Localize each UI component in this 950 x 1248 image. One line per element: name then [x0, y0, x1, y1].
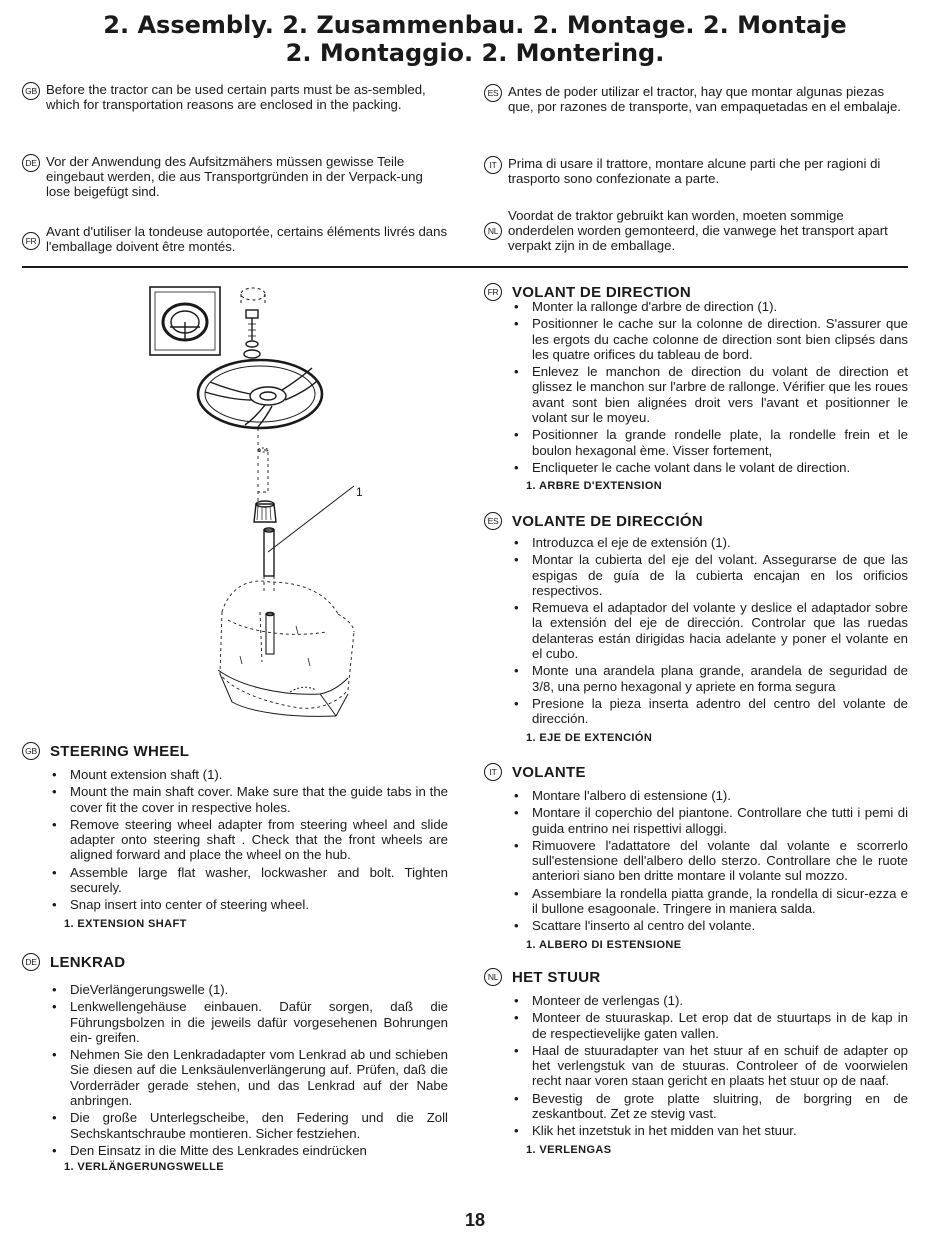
language-badge-fr: FR: [22, 232, 40, 250]
intro-it: [484, 156, 908, 186]
intro-de-text: Vor der Anwendung des Aufsitzmähers müssen gewisse Teile eingebaut werden, die aus Transportgründen in der Verpack-ung lose beigefügt sind.: [46, 154, 423, 200]
extension-shaft-icon: [264, 528, 274, 594]
list-item: • Die große Unterlegscheibe, den Federing und die Zoll Sechskantschraube montieren. Sicher festziehen.: [50, 1110, 448, 1141]
language-badge-de: DE: [22, 953, 40, 971]
list-item: • Introduzca el eje de extensión (1).: [512, 535, 908, 550]
intro-gb-text: Before the tractor can be used certain parts must be as-sembled, which for transportation reasons are enclosed in the packing.: [46, 82, 426, 113]
section-gb-header: [22, 742, 448, 761]
list-item: • Encliqueter le cache volant dans le volant de direction.: [512, 460, 908, 475]
intro-es-text: Antes de poder utilizar el tractor, hay que montar algunas piezas que, por razones de transporte, van empaquetadas en el embalaje.: [508, 84, 901, 115]
intro-fr: [22, 224, 448, 254]
section-es-note: 1. EJE DE EXTENCIÓN: [526, 731, 653, 744]
intro-nl: [484, 208, 908, 254]
steering-adapter-icon: [254, 501, 276, 522]
language-badge-de: DE: [22, 154, 40, 172]
list-item: • Montar la cubierta del eje del volant. Assegurarse de que las espigas de guía de la cubierta encajan en los orificios respectivos.: [512, 552, 908, 598]
dashboard-panel-icon: [218, 670, 348, 716]
callout-label: 1: [356, 485, 363, 499]
language-badge-fr: FR: [484, 283, 502, 301]
steering-wheel-icon: [198, 360, 322, 428]
section-fr: [484, 283, 908, 495]
language-badge-gb: GB: [22, 82, 40, 100]
list-item: • Presione la pieza inserta adentro del centro del volante de dirección.: [512, 696, 908, 727]
list-item: • Monter la rallonge d'arbre de direction (1).: [512, 299, 908, 314]
language-badge-it: IT: [484, 763, 502, 781]
section-de-header: [22, 953, 448, 972]
inset-frame: [150, 287, 220, 355]
list-item: • Haal de stuuradapter van het stuur af en schuif de adapter op het verlengstuk van de stuuras. Controleer of de voorwielen recht naar voren staan gericht en plaats het stuur op de naaf.: [512, 1043, 908, 1089]
section-de-steps: [50, 982, 448, 1158]
list-item: • Den Einsatz in die Mitte des Lenkrades eindrücken: [50, 1143, 448, 1158]
inset-steering-wheel-icon: [163, 304, 207, 340]
page-title-line-1: 2. Assembly. 2. Zusammenbau. 2. Montage. 2. Montaje: [103, 11, 847, 39]
list-item: • DieVerlängerungswelle (1).: [50, 982, 448, 997]
section-de-note: 1. VERLÄNGERUNGSWELLE: [64, 1161, 224, 1174]
list-item: • Remueva el adaptador del volante y deslice el adaptador sobre la extensión del eje de dirección. Controlar que las ruedas delanteras están dirigidas hacia adelante y poner el volante en el cubo.: [512, 600, 908, 661]
section-es-header: [484, 512, 908, 531]
list-item: • Montare l'albero di estensione (1).: [512, 788, 908, 803]
list-item: • Assembiare la rondella piatta grande, la rondella di sicur-ezza e il bullone esagoonale. Tringere in maniera salda.: [512, 886, 908, 917]
language-badge-es: ES: [484, 84, 502, 102]
list-item: • Snap insert into center of steering wheel.: [50, 897, 448, 912]
list-item: • Positionner le cache sur la colonne de direction. S'assurer que les ergots du cache colonne de direction sont bien clipsés dans les quatre orifices du tableau de bord.: [512, 316, 908, 362]
section-it-heading: VOLANTE: [512, 764, 586, 781]
language-badge-it: IT: [484, 156, 502, 174]
language-badge-nl: NL: [484, 968, 502, 986]
list-item: • Positionner la grande rondelle plate, la rondelle frein et le boulon hexagonal ème. Visser fortement,: [512, 427, 908, 458]
list-item: • Bevestig de grote platte sluitring, de borgring en de zeskantbout. Zet ze stevig vast.: [512, 1091, 908, 1122]
language-badge-nl: NL: [484, 222, 502, 240]
section-gb-steps: [50, 767, 448, 913]
page-number: 18: [464, 1210, 486, 1230]
intro-de: [22, 154, 448, 200]
list-item: • Monteer de verlengas (1).: [512, 993, 908, 1008]
steering-wheel-assembly-illustration: [140, 282, 400, 722]
list-item: • Remove steering wheel adapter from steering wheel and slide adapter onto steering shaft . Check that the front wheels are aligned forward and place the wheel on the hub.: [50, 817, 448, 863]
list-item: • Mount the main shaft cover. Make sure that the guide tabs in the cover fit the cover in respective holes.: [50, 784, 448, 815]
section-gb-heading: STEERING WHEEL: [50, 743, 190, 760]
page-title-line-2: 2. Montaggio. 2. Montering.: [285, 39, 665, 67]
section-de: [22, 953, 448, 1176]
intro-fr-text: Avant d'utiliser la tondeuse autoportée, certains éléments livrés dans l'emballage doivent être montés.: [46, 224, 448, 255]
list-item: • Mount extension shaft (1).: [50, 767, 448, 782]
list-item: • Rimuovere l'adattatore del volante dal volante e scorrerlo sull'estensione dell'albero dello sterzo. Controllare che le ruote anteriori siano ben dritte montare il volante sul mozzo.: [512, 838, 908, 884]
section-it: [484, 763, 908, 953]
list-item: • Monte una arandela plana grande, arandela de seguridad de 3/8, una perno hexagonal y apriete en forma segura: [512, 663, 908, 694]
section-it-note: 1. ALBERO DI ESTENSIONE: [526, 938, 682, 951]
section-it-steps: [512, 788, 908, 934]
section-es-heading: VOLANTE DE DIRECCIÓN: [512, 513, 704, 530]
section-de-heading: LENKRAD: [50, 954, 126, 971]
list-item: • Klik het inzetstuk in het midden van het stuur.: [512, 1123, 908, 1138]
lockwasher-icon: [246, 341, 258, 347]
list-item: • Monteer de stuuraskap. Let erop dat de stuurtaps in de kap in de respectievelijke gaten vallen.: [512, 1010, 908, 1041]
language-badge-es: ES: [484, 512, 502, 530]
section-gb-note: 1. EXTENSION SHAFT: [64, 917, 187, 930]
section-fr-heading: VOLANT DE DIRECTION: [512, 284, 692, 301]
section-nl-note: 1. VERLENGAS: [526, 1143, 612, 1156]
intro-es: [484, 84, 908, 114]
section-gb: [22, 742, 448, 932]
list-item: • Scattare l'inserto al centro del volante.: [512, 918, 908, 933]
intro-nl-text: Voordat de traktor gebruikt kan worden, moeten sommige onderdelen worden gemonteerd, die vanwege het transport apart verpakt zijn in de emballage.: [508, 208, 888, 254]
flat-washer-icon: [244, 350, 260, 358]
section-fr-steps: [512, 299, 908, 475]
callout-leader-line: [268, 486, 354, 552]
section-nl-steps: [512, 993, 908, 1139]
list-item: • Nehmen Sie den Lenkradadapter vom Lenkrad ab und schieben Sie diesen auf die Lenksäulenverlängerung auf. Prüfen, daß die Vorderräder gerade stehen, und das Lenkrad auf der Nabe anbringen.: [50, 1047, 448, 1108]
section-es: [484, 512, 908, 746]
intro-gb: [22, 82, 448, 112]
section-divider: [22, 266, 908, 268]
section-es-steps: [512, 535, 908, 727]
language-badge-gb: GB: [22, 742, 40, 760]
section-nl-heading: HET STUUR: [512, 969, 601, 986]
list-item: • Assemble large flat washer, lockwasher and bolt. Tighten securely.: [50, 865, 448, 896]
intro-it-text: Prima di usare il trattore, montare alcune parti che per ragioni di trasporto sono confezionate a parte.: [508, 156, 881, 187]
bolt-icon: [246, 310, 258, 340]
section-nl-header: [484, 968, 908, 987]
section-nl: [484, 968, 908, 1158]
section-it-header: [484, 763, 908, 782]
section-fr-note: 1. ARBRE D'EXTENSION: [526, 480, 663, 493]
list-item: • Montare il coperchio del piantone. Controllare che tutti i pemi di guida entrino nei rispettivi alloggi.: [512, 805, 908, 836]
list-item: • Lenkwellengehäuse einbauen. Dafür sorgen, daß die Führungsbolzen in die jeweils dafür vorgesehenen Bohrungen ein- greifen.: [50, 999, 448, 1045]
list-item: • Enlevez le manchon de direction du volant de direction et glissez le manchon sur l'arbre de rallonge. Vérifier que les roues avant sont bien alignées droit vers l'avant et positionner le volant sur le moyeu.: [512, 364, 908, 425]
